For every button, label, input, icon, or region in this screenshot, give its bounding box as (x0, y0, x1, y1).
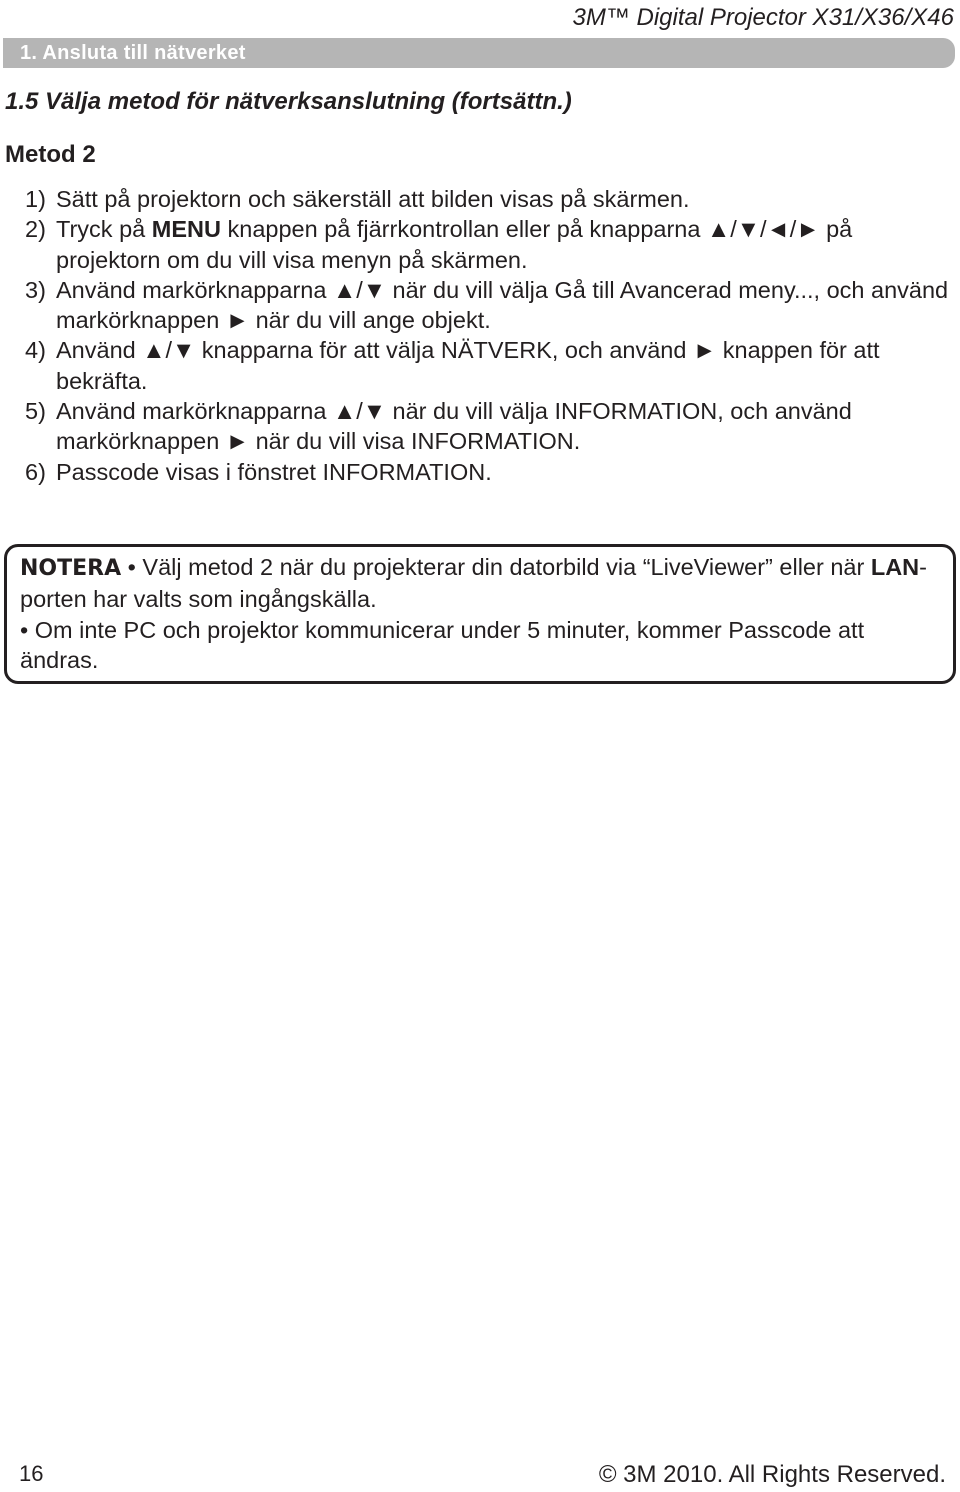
step-number: 4) (25, 337, 46, 364)
note-box (4, 544, 956, 684)
note-label: NOTERA (20, 556, 122, 581)
step-item (25, 275, 960, 336)
step-text: Sätt på projektorn och säkerställ att bilden visas på skärmen. (56, 186, 690, 212)
note-text-pre: • Välj metod 2 när du projekterar din datorbild via “LiveViewer” eller när (121, 554, 871, 580)
step-text: Använd markörknapparna ▲/▼ när du vill välja INFORMATION, och använd markörknappen ► när du vill visa INFORMATION. (56, 398, 852, 455)
lan-label: LAN (870, 554, 920, 580)
step-text: Använd ▲/▼ knapparna för att välja NÄTVERK, och använd ► knappen för att bekräfta. (56, 337, 880, 394)
chapter-title: 1. Ansluta till nätverket (20, 42, 246, 64)
step-item (25, 214, 960, 275)
steps-list (25, 184, 960, 487)
step-text (56, 214, 960, 275)
method-title: Metod 2 (5, 141, 96, 168)
step-number: 6) (25, 458, 46, 485)
step-text: Passcode visas i fönstret INFORMATION. (56, 458, 492, 485)
page-number: 16 (19, 1461, 44, 1486)
step-item (25, 396, 960, 457)
product-title: 3M™ Digital Projector X31/X36/X46 (572, 4, 954, 31)
chapter-header-bar (3, 38, 955, 68)
note-body (20, 552, 940, 675)
step-text: Använd markörknapparna ▲/▼ när du vill välja Gå till Avancerad meny..., och använd markörknappen ► när du vill ange objekt. (56, 276, 949, 334)
menu-key-label: MENU (151, 216, 221, 243)
step-item (25, 184, 960, 214)
step-number: 2) (25, 216, 46, 243)
copyright-notice: © 3M 2010. All Rights Reserved. (598, 1461, 946, 1488)
step-number: 3) (25, 276, 46, 303)
step-number: 1) (25, 186, 46, 212)
section-title: 1.5 Välja metod för nätverksanslutning (fortsättn.) (5, 88, 572, 115)
step-item (25, 335, 960, 396)
step-item (25, 457, 960, 487)
step-text-post: knappen på fjärrkontrollan eller på knapparna ▲/▼/◄/► på projektorn om du vill visa menyn på skärmen. (56, 216, 853, 273)
step-number: 5) (25, 398, 46, 425)
step-text-pre: Tryck på (56, 216, 152, 243)
note-text-post: -porten har valts som ingångskälla. (20, 554, 927, 613)
note-line-1 (20, 552, 940, 615)
note-line-2: • Om inte PC och projektor kommunicerar under 5 minuter, kommer Passcode att ändras. (20, 616, 865, 673)
